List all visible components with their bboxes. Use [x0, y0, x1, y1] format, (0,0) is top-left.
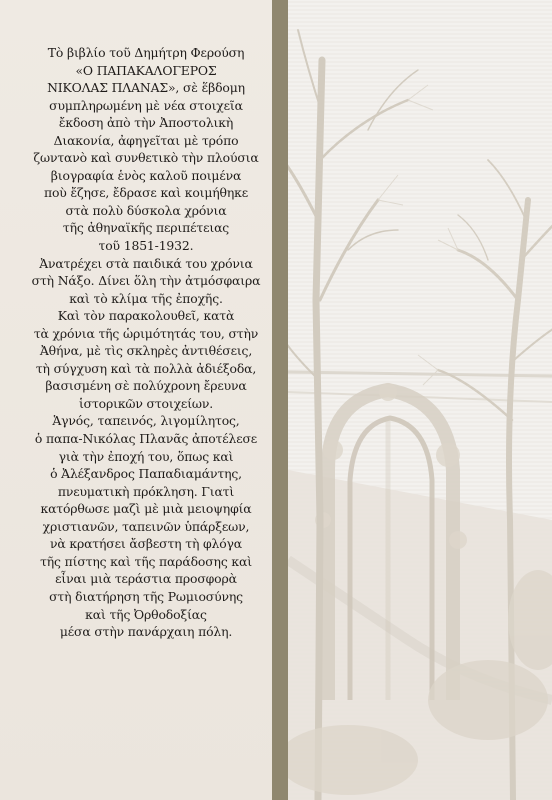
blurb-text — [22, 44, 270, 641]
ruined-arch-trees-illustration — [288, 0, 552, 800]
blurb-line: καὶ τῆς Ὀρθοδοξίας — [85, 606, 207, 622]
blurb-line: ἱστορικῶν στοιχείων. — [78, 395, 214, 411]
blurb-line: ΝΙΚΟΛΑΣ ΠΛΑΝΑΣ», σὲ ἕβδομη — [47, 80, 245, 96]
blurb-line: πνευματικὴ πρόκληση. Γιατὶ — [57, 483, 235, 499]
blurb-line: Καὶ τὸν παρακολουθεῖ, κατὰ — [57, 308, 235, 324]
blurb-line: τῆς πίστης καὶ τῆς παράδοσης καὶ — [40, 553, 252, 569]
blurb-line: τὴ σύγχυση καὶ τὰ πολλὰ ἀδιέξοδα, — [35, 360, 257, 376]
spine-band — [272, 0, 288, 800]
blurb-line: ποὺ ἔζησε, ἔδρασε καὶ κοιμήθηκε — [43, 185, 249, 201]
blurb-line: ἔκδοση ἀπὸ τὴν Ἀποστολικὴ — [58, 115, 234, 131]
blurb-line: χριστιανῶν, ταπεινῶν ὑπάρξεων, — [42, 518, 250, 534]
blurb-line: νὰ κρατήσει ἄσβεστη τὴ φλόγα — [49, 536, 243, 552]
blurb-line: Ἁγνός, ταπεινός, λιγομίλητος, — [52, 413, 240, 429]
blurb-line: «Ο ΠΑΠΑΚΑΛΟΓΕΡΟΣ — [75, 62, 217, 78]
blurb-line: τῆς ἀθηναϊκῆς περιπέτειας — [62, 220, 230, 236]
blurb-line: κατόρθωσε μαζὶ μὲ μιὰ μειοψηφία — [40, 501, 252, 517]
blurb-line: Ἀνατρέχει στὰ παιδικά του χρόνια — [39, 255, 253, 271]
blurb-line: στὴ Νάξο. Δίνει ὅλη τὴν ἀτμόσφαιρα — [31, 273, 261, 289]
blurb-line: ὁ Ἀλέξανδρος Παπαδιαμάντης, — [50, 466, 242, 482]
blurb-line: τὰ χρόνια τῆς ὡριμότητάς του, στὴν — [33, 325, 259, 341]
blurb-line: μέσα στὴν πανάρχαιη πόλη. — [59, 624, 233, 640]
blurb-line: στὰ πολὺ δύσκολα χρόνια — [65, 202, 227, 218]
blurb-line: καὶ τὸ κλίμα τῆς ἐποχῆς. — [69, 290, 223, 306]
blurb-line: ζωντανὸ καὶ συνθετικὸ τὴν πλούσια — [33, 150, 259, 166]
blurb-line: συμπληρωμένη μὲ νέα στοιχεῖα — [49, 97, 243, 113]
blurb-line: ὁ παπα-Νικόλας Πλανᾶς ἀποτέλεσε — [34, 431, 258, 447]
blurb-line: βιογραφία ἑνὸς καλοῦ ποιμένα — [50, 167, 242, 183]
blurb-line: εἶναι μιὰ τεράστια προσφορὰ — [55, 571, 237, 587]
blurb-line: Ἀθήνα, μὲ τὶς σκληρὲς ἀντιθέσεις, — [39, 343, 253, 359]
cover-artwork — [288, 0, 552, 800]
back-cover-text-panel — [0, 0, 272, 800]
blurb-line: στὴ διατήρηση τῆς Ρωμιοσύνης — [49, 588, 243, 604]
blurb-line: βασισμένη σὲ πολύχρονη ἔρευνα — [45, 378, 247, 394]
blurb-line: γιὰ τὴν ἐποχή του, ὅπως καὶ — [58, 448, 234, 464]
blurb-line: τοῦ 1851-1932. — [98, 238, 194, 254]
blurb-line: Διακονία, ἀφηγεῖται μὲ τρόπο — [53, 132, 239, 148]
blurb-line: Τὸ βιβλίο τοῦ Δημήτρη Φερούση — [47, 45, 245, 60]
